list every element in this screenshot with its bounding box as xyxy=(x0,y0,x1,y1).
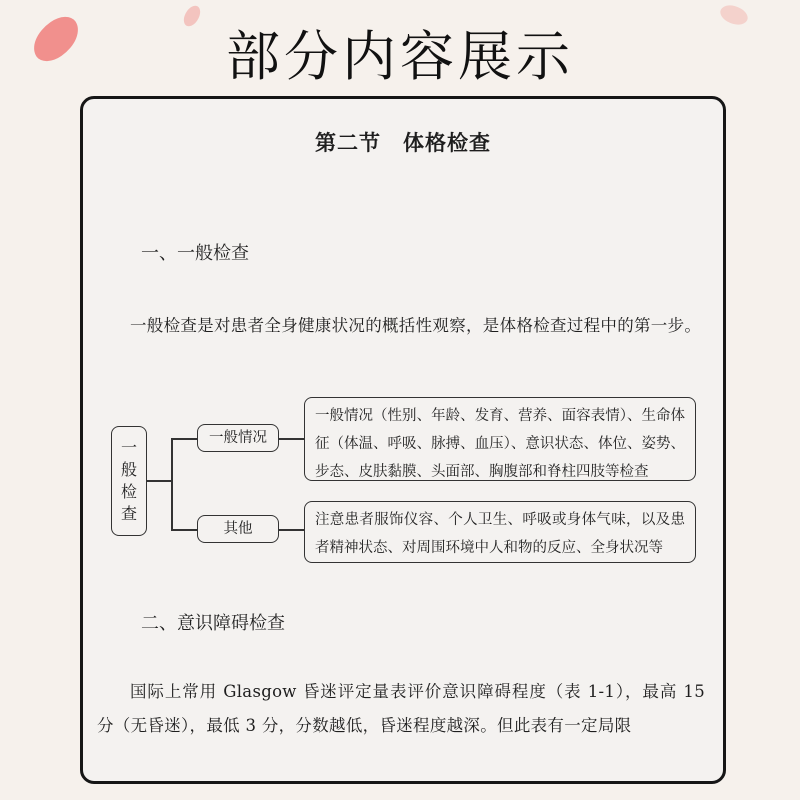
paragraph-glasgow: 国际上常用 Glasgow 昏迷评定量表评价意识障碍程度（表 1-1），最高 15 分（无昏迷），最低 3 分，分数越低，昏迷程度越深。但此表有一定局限 xyxy=(97,682,705,735)
connector-line xyxy=(171,438,173,530)
diagram-root-char: 般 xyxy=(120,460,137,479)
diagram-root-char: 查 xyxy=(120,504,137,523)
section-heading: 第二节 体格检查 xyxy=(315,131,491,155)
diagram-detail-general: 一般情况（性别、年龄、发育、营养、面容表情）、生命体征（体温、呼吸、脉搏、血压）、意识状态、体位、姿势、步态、皮肤黏膜、头面部、胸腹部和脊柱四肢等检查 xyxy=(304,397,696,481)
connector-line xyxy=(171,529,197,531)
diagram-detail-other: 注意患者服饰仪容、个人卫生、呼吸或身体气味，以及患者精神状态、对周围环境中人和物的反应、全身状况等 xyxy=(304,501,696,563)
sub-heading-general-exam: 一、一般检查 xyxy=(141,243,249,264)
book-page xyxy=(80,96,726,784)
diagram-branch-general: 一般情况 xyxy=(197,424,279,452)
connector-line xyxy=(147,480,171,482)
diagram-root-char: 检 xyxy=(120,482,137,501)
paragraph-general-exam: 一般检查是对患者全身健康状况的概括性观察，是体格检查过程中的第一步。 xyxy=(130,316,702,335)
diagram-branch-other: 其他 xyxy=(197,515,279,543)
banner-title: 部分内容展示 xyxy=(226,25,574,88)
connector-line xyxy=(279,529,304,531)
diagram-root-char: 一 xyxy=(120,438,137,457)
diagram-root-box xyxy=(111,426,147,536)
connector-line xyxy=(171,438,197,440)
connector-line xyxy=(279,438,304,440)
sub-heading-consciousness-exam: 二、意识障碍检查 xyxy=(141,613,285,634)
